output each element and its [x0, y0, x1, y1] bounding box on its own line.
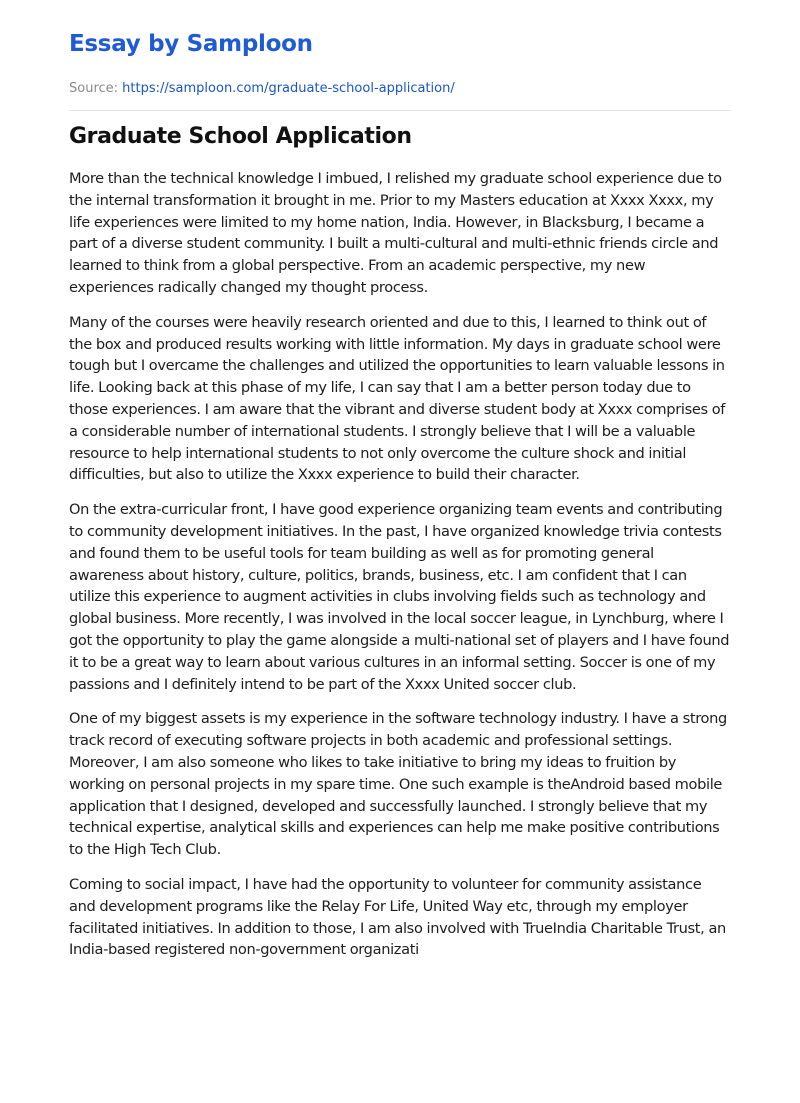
- essay-title: Graduate School Application: [69, 124, 412, 149]
- source-label: Source:: [69, 81, 119, 96]
- essay-paragraph: One of my biggest assets is my experience in the software technology industry. I have a strong track record of executing software projects in both academic and professional settings. Moreover, I am also someone who likes to take initiative to bring my ideas to fruition by working on personal projects in my spare time. One such example is theAndroid based mobile application that I designed, developed and successfully launched. I strongly believe that my technical expertise, analytical skills and experiences can help me make positive contributions to the High Tech Club.: [69, 710, 727, 859]
- essay-paragraph: On the extra-curricular front, I have good experience organizing team events and contributing to community development initiatives. In the past, I have organized knowledge trivia contests and found them to be useful tools for team building as well as for promoting general awareness about history, culture, politics, brands, business, etc. I am confident that I can utilize this experience to augment activities in clubs involving fields such as technology and global business. More recently, I was involved in the local soccer league, in Lynchburg, where I got the opportunity to play the game alongside a multi-national set of players and I have found it to be a great way to learn about various cultures in an informal setting. Soccer is one of my passions and I definitely intend to be part of the Xxxx United soccer club.: [69, 501, 730, 693]
- header-divider: [69, 110, 731, 111]
- essay-paragraph: Coming to social impact, I have had the opportunity to volunteer for community assistance and development programs like the Relay For Life, United Way etc, through my employer facilitated initiatives. In addition to those, I am also involved with TrueIndia Charitable Trust, an India-based registered non-government organizati: [69, 875, 726, 959]
- essay-body: [69, 168, 731, 961]
- source-line: [69, 81, 731, 97]
- brand-title: Essay by Samploon: [69, 31, 313, 57]
- essay-paragraph: More than the technical knowledge I imbued, I relished my graduate school experience due to the internal transformation it brought in me. Prior to my Masters education at Xxxx Xxxx, my life experiences were limited to my home nation, India. However, in Blacksburg, I became a part of a diverse student community. I built a multi-cultural and multi-ethnic friends circle and learned to think from a global perspective. From an academic perspective, my new experiences radically changed my thought process.: [69, 170, 722, 296]
- source-link[interactable]: https://samploon.com/graduate-school-application/: [122, 81, 455, 96]
- essay-paragraph: Many of the courses were heavily research oriented and due to this, I learned to think out of the box and produced results working with little information. My days in graduate school were tough but I overcame the challenges and utilized the opportunities to learn valuable lessons in life. Looking back at this phase of my life, I can say that I am a better person today due to those experiences. I am aware that the vibrant and diverse student body at Xxxx comprises of a considerable number of international students. I strongly believe that I will be a valuable resource to help international students to not only overcome the culture shock and initial difficulties, but also to utilize the Xxxx experience to build their character.: [69, 313, 726, 484]
